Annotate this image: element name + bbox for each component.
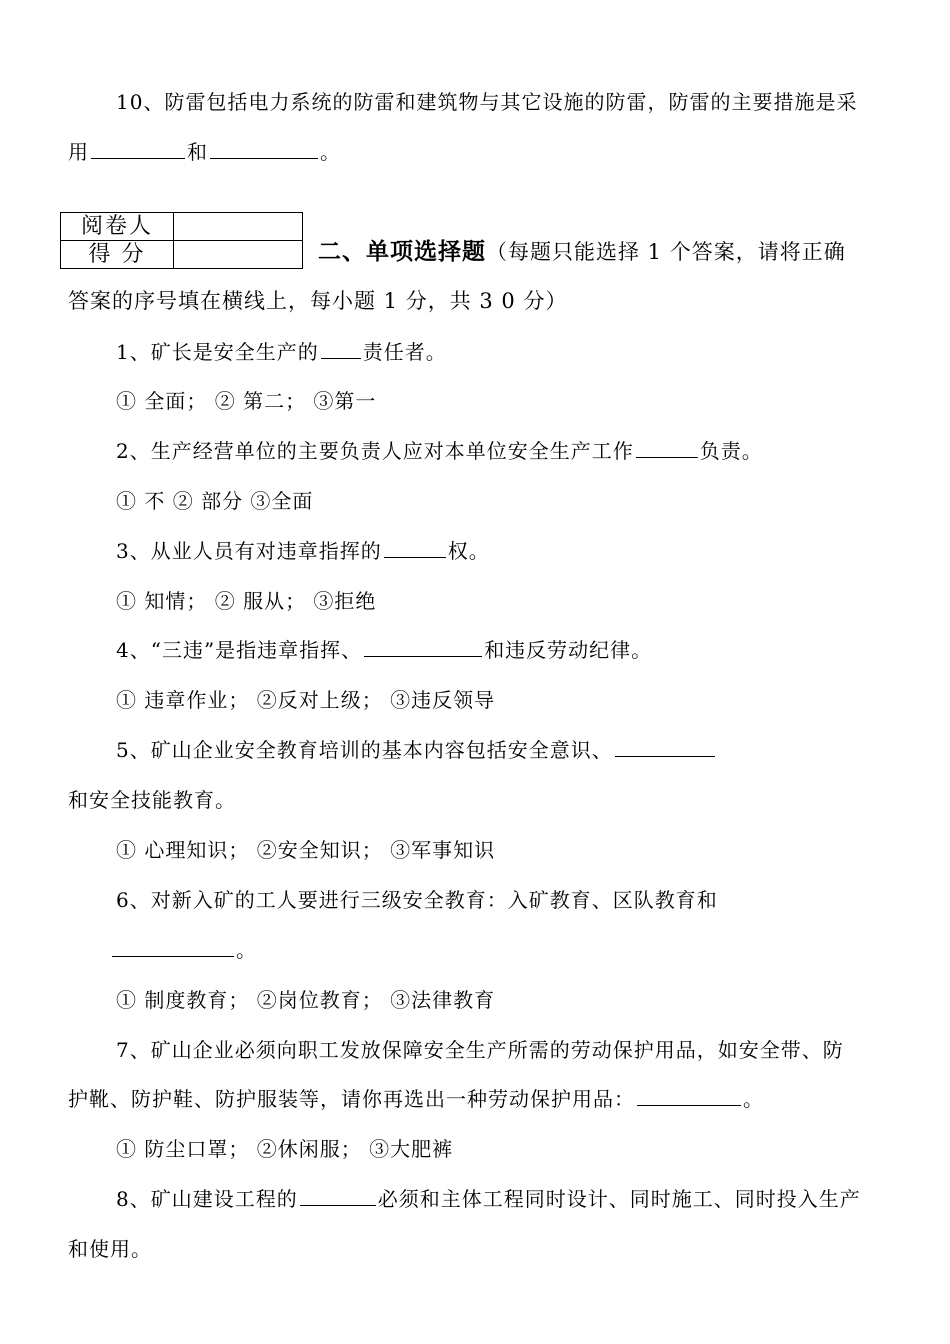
reviewer-field[interactable]	[174, 213, 303, 241]
question-text: 3、从业人员有对违章指挥的	[116, 539, 382, 563]
question-text: 必须和主体工程同时设计、同时施工、同时投入生产	[377, 1187, 861, 1211]
question-text: 和违反劳动纪律。	[484, 638, 653, 662]
question-text: 8、矿山建设工程的	[116, 1187, 298, 1211]
question-text: 负责。	[699, 439, 763, 463]
question-3-options: ① 知情； ② 服从； ③拒绝	[116, 589, 377, 613]
score-label: 得 分	[61, 241, 174, 269]
question-1-options: ① 全面； ② 第二； ③第一	[116, 389, 377, 413]
question-2	[116, 437, 763, 465]
question-text: 2、生产经营单位的主要负责人应对本单位安全生产工作	[116, 439, 634, 463]
score-table	[60, 212, 303, 269]
section2-desc1: （每题只能选择 1 个答案，请将正确	[486, 240, 846, 264]
answer-blank[interactable]	[636, 437, 698, 458]
q10-text: 和	[187, 140, 208, 164]
q10-line1: 10、防雷包括电力系统的防雷和建筑物与其它设施的防雷，防雷的主要措施是采	[116, 90, 858, 114]
q10-answer-blank-2[interactable]	[210, 138, 318, 159]
question-text: 。	[743, 1087, 764, 1111]
question-2-options: ① 不 ② 部分 ③全面	[116, 489, 314, 513]
question-3	[116, 537, 490, 565]
score-field[interactable]	[174, 241, 303, 269]
question-7-options: ① 防尘口罩； ②休闲服； ③大肥裤	[116, 1137, 454, 1161]
section2-title: 二、单项选择题	[318, 239, 486, 265]
question-text: 护靴、防护鞋、防护服装等，请你再选出一种劳动保护用品：	[68, 1087, 635, 1111]
answer-blank[interactable]	[384, 537, 446, 558]
answer-blank[interactable]	[615, 736, 715, 757]
question-7-line2	[68, 1085, 764, 1113]
question-text: 1、矿长是安全生产的	[116, 340, 319, 364]
question-4	[116, 636, 652, 664]
question-5	[116, 736, 717, 764]
question-8	[116, 1185, 861, 1213]
answer-blank[interactable]	[112, 936, 234, 957]
answer-blank[interactable]	[637, 1085, 741, 1106]
question-text: 权。	[447, 539, 490, 563]
q10-line2	[68, 138, 341, 166]
section2-heading	[318, 238, 846, 266]
question-6-line2	[110, 936, 257, 964]
section2-desc2: 答案的序号填在横线上，每小题 1 分，共 3 0 分）	[68, 289, 568, 313]
question-text: 。	[236, 938, 257, 962]
question-4-options: ① 违章作业； ②反对上级； ③违反领导	[116, 688, 496, 712]
question-8-line2: 和使用。	[68, 1237, 152, 1261]
question-1	[116, 338, 447, 366]
q10-answer-blank-1[interactable]	[91, 138, 185, 159]
question-text: 4、“三违”是指违章指挥、	[116, 638, 363, 662]
answer-blank[interactable]	[364, 636, 482, 657]
reviewer-label: 阅卷人	[61, 213, 174, 241]
answer-blank[interactable]	[321, 338, 361, 359]
question-text: 5、矿山企业安全教育培训的基本内容包括安全意识、	[116, 738, 613, 762]
question-5-line2: 和安全技能教育。	[68, 788, 236, 812]
q10-text: 用	[68, 140, 89, 164]
question-7: 7、矿山企业必须向职工发放保障安全生产所需的劳动保护用品，如安全带、防	[116, 1038, 844, 1062]
q10-text: 。	[320, 140, 341, 164]
question-5-options: ① 心理知识； ②安全知识； ③军事知识	[116, 838, 496, 862]
question-6: 6、对新入矿的工人要进行三级安全教育：入矿教育、区队教育和	[116, 888, 718, 912]
question-6-options: ① 制度教育； ②岗位教育； ③法律教育	[116, 988, 496, 1012]
question-text: 责任者。	[362, 340, 447, 364]
answer-blank[interactable]	[300, 1185, 376, 1206]
